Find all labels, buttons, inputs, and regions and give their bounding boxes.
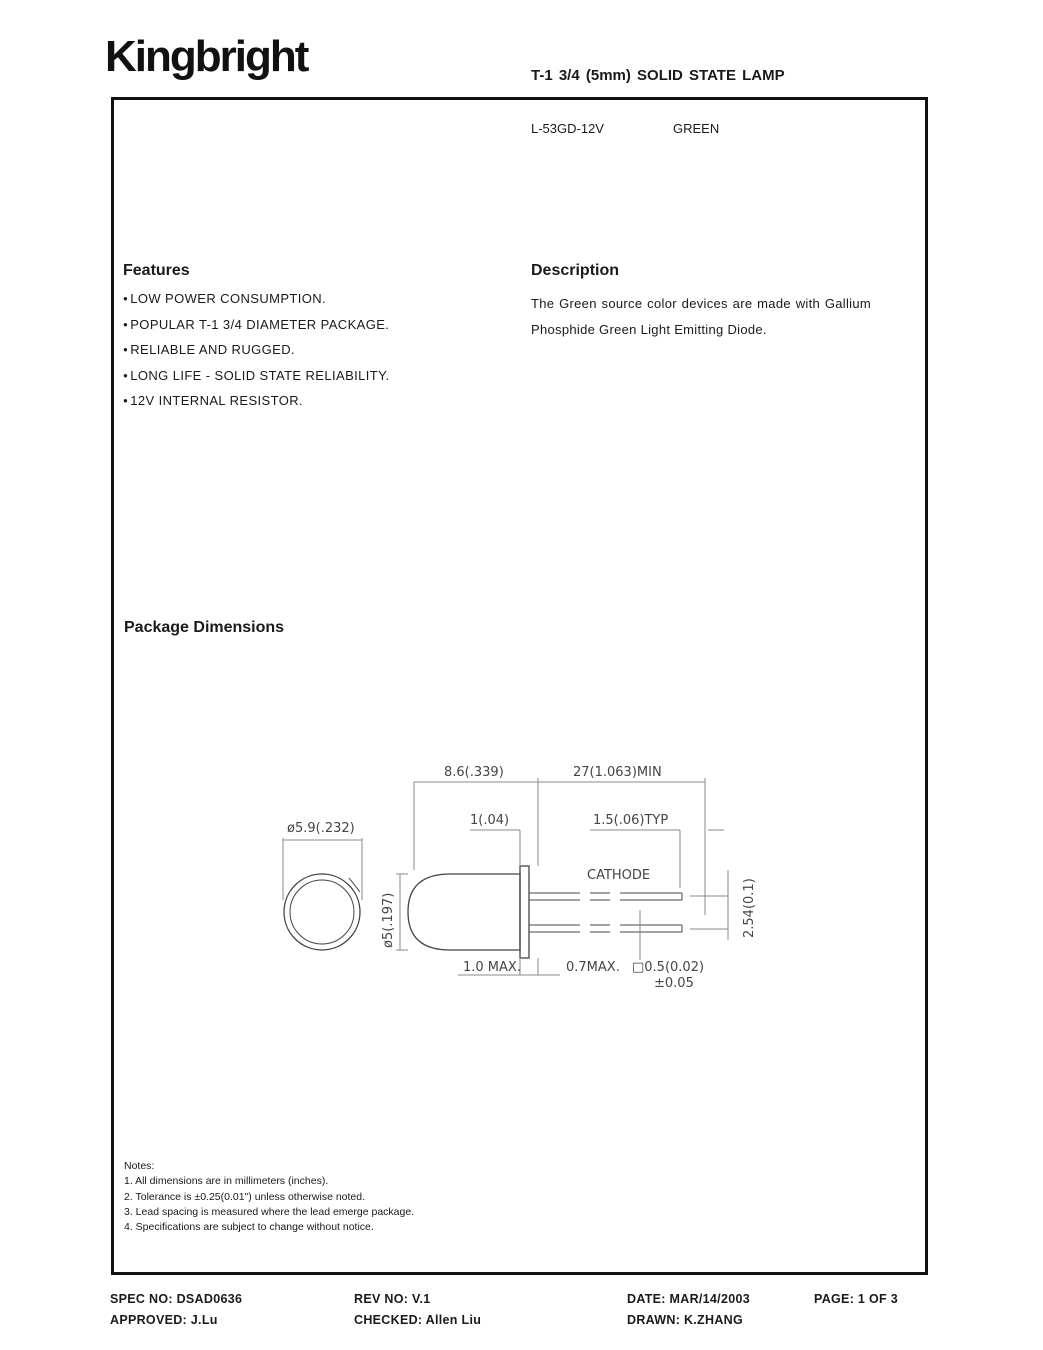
- description-heading: Description: [531, 262, 620, 279]
- revision-number: REV NO: V.1: [354, 1292, 431, 1306]
- note-item: 2. Tolerance is ±0.25(0.01") unless otherwise noted.: [124, 1190, 366, 1203]
- package-dimensions-drawing: [270, 755, 757, 995]
- feature-item: ● POPULAR T-1 3/4 DIAMETER PACKAGE.: [123, 317, 390, 343]
- page-indicator: PAGE: 1 OF 3: [814, 1292, 898, 1306]
- dim-flange: 1(.04): [470, 813, 510, 828]
- led-front-inner: [290, 880, 354, 944]
- feature-item: ● RELIABLE AND RUGGED.: [123, 342, 390, 368]
- notes-heading: Notes:: [124, 1160, 155, 1172]
- dim-body-length: 8.6(.339): [444, 765, 504, 780]
- description-text: The Green source color devices are made with Gallium Phosphide Green Light Emitting Diode.: [531, 296, 871, 337]
- note-item: 1. All dimensions are in millimeters (inches).: [124, 1175, 329, 1188]
- drawn-by: DRAWN: K.ZHANG: [627, 1313, 743, 1327]
- led-flat-edge: [349, 878, 360, 892]
- feature-item: ● 12V INTERNAL RESISTOR.: [123, 393, 390, 419]
- dim-max-1: 1.0 MAX.: [463, 960, 521, 975]
- notes-block: [124, 1159, 414, 1235]
- features-heading: Features: [123, 262, 190, 279]
- dim-body-diameter: ø5(.197): [381, 892, 396, 948]
- led-front-outer: [284, 874, 360, 950]
- feature-item: ● LOW POWER CONSUMPTION.: [123, 291, 390, 317]
- dim-lead-tolerance: ±0.05: [654, 976, 694, 991]
- note-item: 3. Lead spacing is measured where the lead emerge package.: [124, 1205, 415, 1218]
- emitting-color: GREEN: [673, 121, 720, 136]
- note-item: 4. Specifications are subject to change without notice.: [124, 1221, 374, 1234]
- spec-number: SPEC NO: DSAD0636: [110, 1292, 243, 1306]
- brand-logo: Kingbright: [105, 32, 308, 81]
- approved-by: APPROVED: J.Lu: [110, 1313, 218, 1327]
- dim-lead-spacing-typ: 1.5(.06)TYP: [593, 813, 669, 828]
- dim-lead-length: 27(1.063)MIN: [573, 765, 662, 780]
- dim-outer-diameter: ø5.9(.232): [287, 821, 355, 836]
- cathode-label: CATHODE: [587, 868, 651, 883]
- dim-lead-pitch: 2.54(0.1): [742, 878, 757, 938]
- led-flange: [520, 866, 529, 958]
- document-title: T-1 3/4 (5mm) SOLID STATE LAMP: [531, 67, 785, 84]
- part-number: L-53GD-12V: [531, 121, 604, 136]
- dim-lead-square: □0.5(0.02): [632, 960, 705, 975]
- features-list: [123, 291, 390, 419]
- dim-max-07: 0.7MAX.: [566, 960, 620, 975]
- checked-by: CHECKED: Allen Liu: [354, 1313, 482, 1327]
- document-date: DATE: MAR/14/2003: [627, 1292, 750, 1306]
- led-body: [408, 874, 520, 950]
- package-dimensions-heading: Package Dimensions: [124, 619, 285, 636]
- feature-item: ● LONG LIFE - SOLID STATE RELIABILITY.: [123, 368, 390, 394]
- content-frame: [111, 97, 928, 1275]
